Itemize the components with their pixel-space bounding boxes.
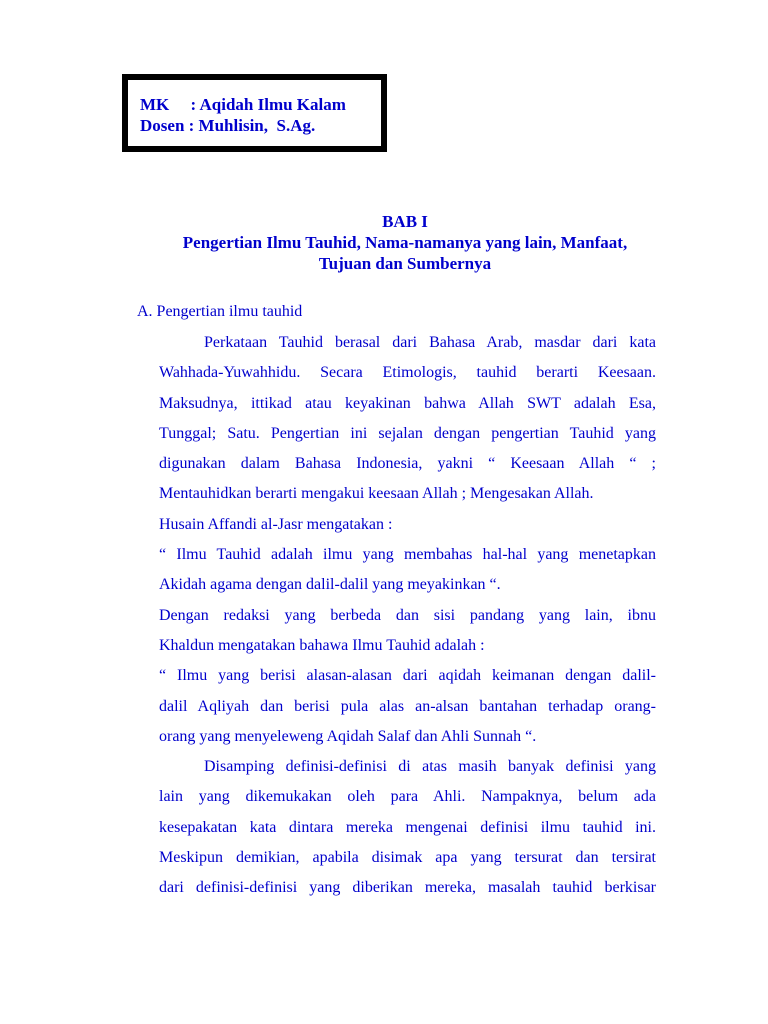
body-line: Dengan redaksi yang berbeda dan sisi pandang yang lain, ibnu bbox=[159, 606, 656, 624]
body-line: Khaldun mengatakan bahawa Ilmu Tauhid adalah : bbox=[159, 636, 485, 654]
body-line: Wahhada-Yuwahhidu. Secara Etimologis, tauhid berarti Keesaan. bbox=[159, 364, 656, 382]
body-line: digunakan dalam Bahasa Indonesia, yakni “ Keesaan Allah “ ; bbox=[159, 455, 656, 473]
chapter-title-line-1: Pengertian Ilmu Tauhid, Nama-namanya yang lain, Manfaat, bbox=[182, 233, 628, 252]
body-line: Tunggal; Satu. Pengertian ini sejalan dengan pengertian Tauhid yang bbox=[159, 424, 656, 442]
body-line: Husain Affandi al-Jasr mengatakan : bbox=[159, 515, 393, 533]
quote-line: Akidah agama dengan dalil-dalil yang meyakinkan “. bbox=[159, 576, 501, 594]
body-line: Disamping definisi-definisi di atas masih banyak definisi yang bbox=[204, 758, 656, 776]
lecturer-name: Dosen : Muhlisin, S.Ag. bbox=[140, 116, 316, 135]
body-line: Perkataan Tauhid berasal dari Bahasa Arab, masdar dari kata bbox=[204, 334, 656, 351]
course-info-box bbox=[122, 74, 387, 152]
section-a-body bbox=[159, 328, 656, 904]
section-a-heading: A. Pengertian ilmu tauhid bbox=[137, 303, 303, 320]
course-name: MK : Aqidah Ilmu Kalam bbox=[140, 95, 346, 114]
body-line: dari definisi-definisi yang diberikan mereka, masalah tauhid berkisar bbox=[159, 879, 656, 897]
chapter-title-line-2: Tujuan dan Sumbernya bbox=[318, 254, 492, 273]
body-line: Mentauhidkan berarti mengakui keesaan Allah ; Mengesakan Allah. bbox=[159, 485, 594, 503]
body-line: Meskipun demikian, apabila disimak apa yang tersurat dan tersirat bbox=[159, 849, 656, 867]
body-line: kesepakatan kata dintara mereka mengenai definisi ilmu tauhid ini. bbox=[159, 818, 656, 836]
quote-line: orang yang menyeleweng Aqidah Salaf dan Ahli Sunnah “. bbox=[159, 727, 537, 745]
body-line: lain yang dikemukakan oleh para Ahli. Nampaknya, belum ada bbox=[159, 788, 656, 806]
quote-line: “ Ilmu yang berisi alasan-alasan dari aqidah keimanan dengan dalil- bbox=[159, 667, 656, 685]
quote-line: dalil Aqliyah dan berisi pula alas an-alsan bantahan terhadap orang- bbox=[159, 697, 656, 715]
body-line: Maksudnya, ittikad atau keyakinan bahwa Allah SWT adalah Esa, bbox=[159, 394, 656, 412]
chapter-number: BAB I bbox=[382, 212, 428, 231]
quote-line: “ Ilmu Tauhid adalah ilmu yang membahas hal-hal yang menetapkan bbox=[159, 546, 656, 564]
